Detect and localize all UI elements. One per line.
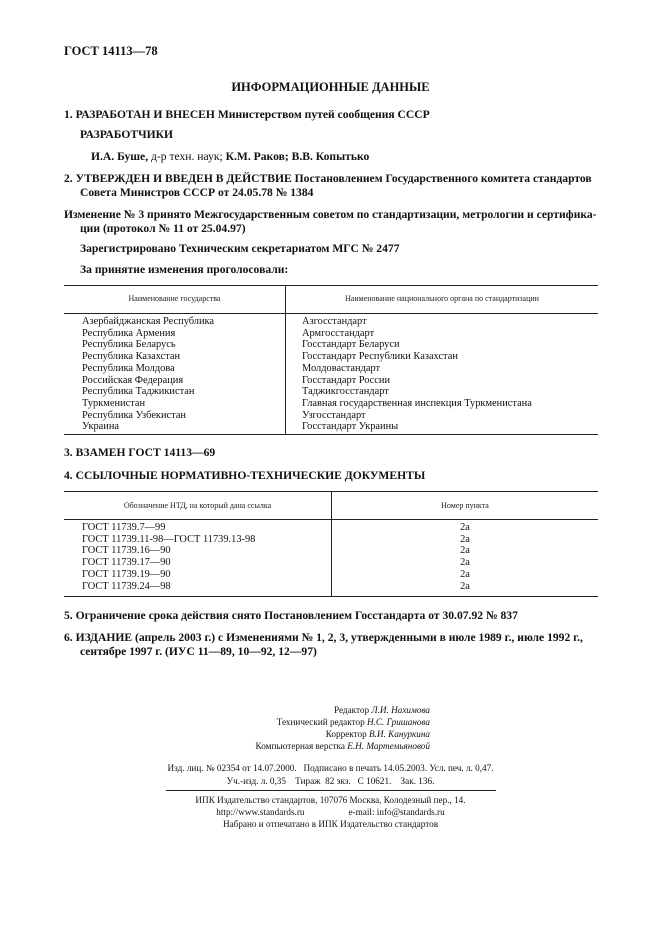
credit-role: Технический редактор bbox=[276, 717, 367, 727]
table-1-column-divider bbox=[285, 285, 286, 434]
voted-line: За принятие изменения проголосовали: bbox=[80, 263, 289, 276]
table-cell: 2а bbox=[460, 557, 470, 569]
table-row: ГОСТ 11739.16—90 bbox=[82, 545, 171, 557]
developers-list bbox=[91, 150, 369, 164]
credits bbox=[180, 704, 430, 752]
credit-name: Н.С. Гришанова bbox=[366, 717, 430, 727]
table-cell: Азгосстандарт bbox=[302, 316, 367, 327]
table-row: ГОСТ 11739.19—90 bbox=[82, 568, 171, 580]
table-cell: 2а bbox=[460, 522, 470, 533]
imprint-rule bbox=[166, 790, 496, 791]
credit-editor bbox=[180, 704, 430, 716]
table-cell: Армгосстандарт bbox=[302, 327, 375, 339]
publisher-line-2 bbox=[0, 806, 661, 818]
change-line-2: ции (протокол № 11 от 25.04.97) bbox=[80, 222, 246, 235]
credit-role: Компьютерная верстка bbox=[255, 741, 348, 751]
credit-role: Редактор bbox=[333, 705, 372, 715]
developer-1-name: И.А. Буше, bbox=[91, 150, 149, 163]
table-row: Республика Таджикистан bbox=[82, 386, 195, 398]
table-cell: Главная государственная инспекция Туркменистана bbox=[302, 397, 532, 409]
developer-1-degree: д-р техн. наук; bbox=[148, 150, 226, 163]
table-1-col-1 bbox=[82, 316, 214, 433]
table-cell: Госстандарт России bbox=[302, 374, 391, 386]
table-2-col-2-header: Номер пункта bbox=[441, 501, 489, 510]
credit-name: Е.Н. Мартемьяновой bbox=[347, 741, 430, 751]
table-row: Российская Федерация bbox=[82, 374, 184, 386]
item-1-developed: 1. РАЗРАБОТАН И ВНЕСЕН Министерством путей сообщения СССР bbox=[64, 108, 430, 121]
table-1-header-rule bbox=[64, 313, 598, 314]
change-line-1: Изменение № 3 принято Межгосударственным советом по стандартизации, метрологии и сертифика- bbox=[64, 208, 597, 221]
publisher-line-1: ИПК Издательство стандартов, 107076 Москва, Колодезный пер., 14. bbox=[195, 795, 466, 805]
credit-layout bbox=[180, 740, 430, 752]
item-5: 5. Ограничение срока действия снято Постановлением Госстандарта от 30.07.92 № 837 bbox=[64, 609, 518, 622]
table-row: Республика Узбекистан bbox=[82, 409, 186, 421]
item-2-line-1: 2. УТВЕРЖДЕН И ВВЕДЕН В ДЕЙСТВИЕ Постановлением Государственного комитета стандартов bbox=[64, 172, 592, 185]
item-6-line-2: сентябре 1997 г. (ИУС 11—89, 10—92, 12—97) bbox=[80, 645, 317, 658]
table-row: Республика Беларусь bbox=[82, 339, 176, 351]
credit-name: В.И. Кануркина bbox=[369, 729, 430, 739]
email-link[interactable]: e-mail: info@standards.ru bbox=[348, 807, 445, 817]
table-cell: 2а bbox=[460, 533, 470, 545]
table-1-bottom-rule bbox=[64, 434, 598, 435]
publication-line-1: Изд. лиц. № 02354 от 14.07.2000. Подписано в печать 14.05.2003. Усл. печ. л. 0,47. bbox=[167, 763, 494, 773]
website-link[interactable]: http://www.standards.ru bbox=[216, 807, 305, 817]
table-cell: Узгосстандарт bbox=[302, 409, 366, 421]
table-2-col-1 bbox=[82, 522, 255, 592]
table-row: ГОСТ 11739.11-98—ГОСТ 11739.13-98 bbox=[82, 533, 256, 545]
table-row: Республика Казахстан bbox=[82, 351, 181, 363]
table-row: Республика Армения bbox=[82, 327, 176, 339]
table-row: ГОСТ 11739.17—90 bbox=[82, 557, 171, 569]
table-cell: 2а bbox=[460, 568, 470, 580]
item-2-line-2: Совета Министров СССР от 24.05.78 № 1384 bbox=[80, 186, 314, 199]
publication-line-2: Уч.-изд. л. 0,35 Тираж 82 экз. С 10621. Зак. 136. bbox=[226, 776, 435, 786]
table-row: Туркменистан bbox=[82, 397, 146, 409]
table-cell: 2а bbox=[460, 580, 470, 592]
page-title: ИНФОРМАЦИОННЫЕ ДАННЫЕ bbox=[231, 80, 430, 94]
developers-rest: К.М. Раков; В.В. Копытько bbox=[225, 150, 370, 163]
table-row: Республика Молдова bbox=[82, 362, 175, 374]
table-1-top-rule bbox=[64, 285, 598, 286]
table-cell: Таджикгосстандарт bbox=[302, 386, 389, 398]
document-header: ГОСТ 14113—78 bbox=[64, 44, 158, 58]
item-6-line-1: 6. ИЗДАНИЕ (апрель 2003 г.) с Изменениями № 1, 2, 3, утвержденными в июле 1989 г., июле 1992 г., bbox=[64, 631, 583, 644]
credit-role: Корректор bbox=[325, 729, 370, 739]
item-4: 4. ССЫЛОЧНЫЕ НОРМАТИВНО-ТЕХНИЧЕСКИЕ ДОКУМЕНТЫ bbox=[64, 469, 426, 482]
table-2-bottom-rule bbox=[64, 596, 598, 597]
credit-proofreader bbox=[180, 728, 430, 740]
publisher-line-3: Набрано и отпечатано в ИПК Издательство стандартов bbox=[222, 819, 439, 829]
item-3: 3. ВЗАМЕН ГОСТ 14113—69 bbox=[64, 446, 216, 459]
table-1-col-2 bbox=[302, 316, 532, 433]
credit-tech-editor bbox=[180, 716, 430, 728]
table-row: Азербайджанская Республика bbox=[82, 316, 215, 327]
table-cell: Госстандарт Беларуси bbox=[302, 339, 400, 351]
table-cell: 2а bbox=[460, 545, 470, 557]
table-cell: Молдовастандарт bbox=[302, 362, 381, 374]
developers-label: РАЗРАБОТЧИКИ bbox=[80, 128, 174, 141]
table-2-col-2 bbox=[332, 522, 598, 592]
registered-line: Зарегистрировано Техническим секретариатом МГС № 2477 bbox=[80, 242, 400, 255]
table-row: Украина bbox=[82, 421, 120, 433]
table-1-col-2-header: Наименование национального органа по стандартизации bbox=[345, 294, 539, 303]
credit-name: Л.И. Нахимова bbox=[371, 705, 430, 715]
table-cell: Госстандарт Украины bbox=[302, 421, 399, 433]
table-1-col-1-header: Наименование государства bbox=[128, 294, 221, 303]
table-row: ГОСТ 11739.24—98 bbox=[82, 580, 171, 592]
table-row: ГОСТ 11739.7—99 bbox=[82, 522, 166, 533]
table-cell: Госстандарт Республики Казахстан bbox=[302, 351, 458, 363]
table-2-col-1-header: Обозначение НТД, на который дана ссылка bbox=[123, 501, 272, 510]
